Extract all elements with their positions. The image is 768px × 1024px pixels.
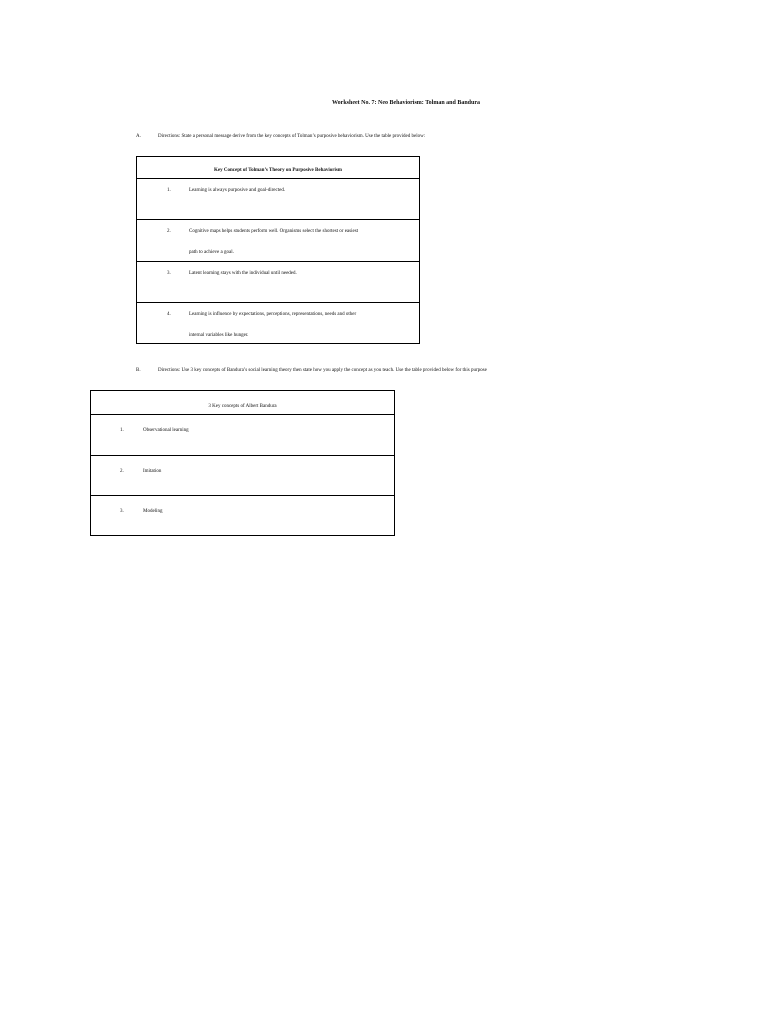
table-row — [91, 415, 394, 456]
row-text: Modeling — [143, 509, 163, 514]
row-text-continued: path to achieve a goal. — [189, 250, 234, 255]
table-row — [137, 179, 419, 220]
section-b-letter: B. — [136, 368, 141, 373]
row-number: 3. — [167, 271, 171, 276]
bandura-concepts-table — [90, 390, 395, 536]
table-header-row — [91, 391, 394, 415]
table-header: Key Concept of Tolman’s Theory on Purposive Behaviorism — [214, 168, 342, 173]
table-row — [91, 496, 394, 536]
row-text: Observational learning — [143, 428, 189, 433]
section-a-letter: A. — [136, 134, 141, 139]
row-number: 3. — [120, 509, 124, 514]
table-row — [137, 220, 419, 262]
section-b-directions-text: Directions: Use 3 key concepts of Bandura’s social learning theory then state how you apply the concept as you teach. Use the table provided below for this purpose — [158, 368, 487, 373]
table-header: 3 Key concepts of Albert Bandura — [208, 404, 277, 409]
row-number: 2. — [167, 229, 171, 234]
row-number: 2. — [120, 469, 124, 474]
table-header-row — [137, 157, 419, 179]
row-text: Learning is always purposive and goal-directed. — [189, 188, 286, 193]
row-number: 4. — [167, 312, 171, 317]
worksheet-title: Worksheet No. 7: Neo Behaviorism: Tolman and Bandura — [331, 100, 481, 106]
tolman-concepts-table — [136, 156, 420, 344]
row-text: Cognitive maps helps students perform well. Organisms select the shortest or easiest — [189, 229, 359, 234]
row-number: 1. — [167, 188, 171, 193]
row-text: Imitation — [143, 469, 162, 474]
section-a-directions-text: Directions: State a personal message derive from the key concepts of Tolman’s purposive behaviorism. Use the table provided below: — [158, 134, 426, 139]
row-text: Latent learning stays with the individual until needed. — [189, 271, 297, 276]
table-row — [137, 262, 419, 303]
row-text-continued: internal variables like hunger. — [189, 333, 249, 338]
table-row — [137, 303, 419, 344]
row-text: Learning is influence by expectations, perceptions, representations, needs and other — [189, 312, 357, 317]
row-number: 1. — [120, 428, 124, 433]
table-row — [91, 456, 394, 496]
